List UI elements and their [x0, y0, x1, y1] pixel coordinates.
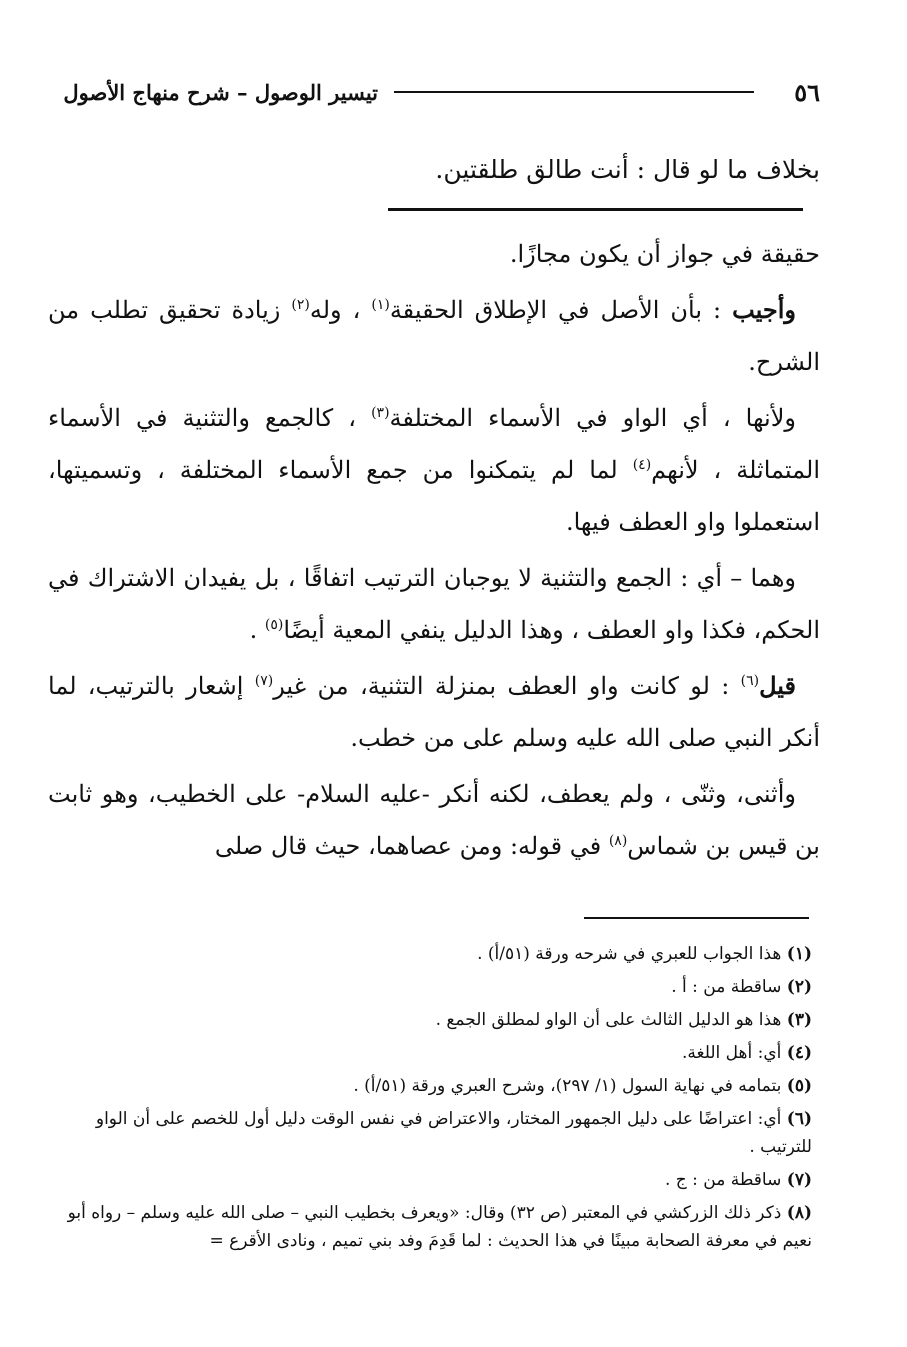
paragraph-text: إشعار بالترتيب، لما أنكر النبي صلى الله عليه وسلم على من خطب.	[48, 672, 820, 752]
footnote-text: بتمامه في نهاية السول (١/ ٢٩٧)، وشرح العبري ورقة (٥١/أ) .	[353, 1076, 782, 1096]
footnote-item	[40, 1039, 812, 1067]
footnote-text: هذا هو الدليل الثالث على أن الواو لمطلق الجمع .	[435, 1010, 782, 1030]
footnote-number: (٤)	[786, 1043, 812, 1063]
footnote-text: ساقطة من : ج .	[664, 1170, 782, 1190]
paragraph-lead: وأجيب	[732, 295, 796, 324]
footnote-text: ذكر ذلك الزركشي في المعتبر (ص ٣٢) وقال: «ويعرف بخطيب النبي – صلى الله عليه وسلم – رواه أبو نعيم في معرفة الصحابة مبينًا في هذا الحديث : لما قَدِمَ وفد بني تميم ، ونادى الأقرع =	[67, 1203, 812, 1251]
footnote-marker[interactable]: (٧)	[254, 673, 274, 689]
footnote-text: هذا الجواب للعبري في شرحه ورقة (٥١/أ) .	[477, 944, 782, 964]
footnote-item	[40, 940, 812, 968]
paragraph-4	[48, 552, 820, 656]
footnote-text: أي: أهل اللغة.	[681, 1043, 782, 1063]
paragraph-1	[48, 228, 820, 280]
footnote-marker[interactable]: (٣)	[371, 405, 390, 421]
footnote-number: (٥)	[786, 1076, 812, 1096]
page-header	[40, 72, 820, 112]
footnote-item	[40, 1072, 812, 1100]
paragraph-lead: قيل	[759, 671, 796, 700]
paragraph-text: لما لم يتمكنوا من جمع الأسماء المختلفة ، وتسميتها، استعملوا واو العطف فيها.	[48, 456, 820, 536]
footnote-text: أي: اعتراضًا على دليل الجمهور المختار، والاعتراض في نفس الوقت دليل أول للخصم على أن الواو للترتيب .	[95, 1109, 812, 1157]
paragraph-text: في قوله: ومن عصاهما، حيث قال صلى	[214, 832, 609, 860]
footnote-item	[40, 1199, 812, 1255]
paragraph-5	[48, 660, 820, 764]
paragraph-2	[48, 284, 820, 388]
paragraph-3	[48, 392, 820, 548]
header-rule	[394, 91, 754, 93]
paragraph-text: وهما – أي : الجمع والتثنية لا يوجبان الترتيب اتفاقًا ، بل يفيدان الاشتراك في الحكم، فكذا واو العطف ، وهذا الدليل ينفي المعية أيضًا	[48, 564, 820, 644]
footnote-marker[interactable]: (٨)	[608, 833, 628, 849]
paragraph-text: زيادة تحقيق تطلب من الشرح.	[48, 296, 820, 376]
footnote-item	[40, 1105, 812, 1161]
footnote-item	[40, 1006, 812, 1034]
paragraph-text: وأثنى، وثنّى ، ولم يعطف، لكنه أنكر -عليه السلام- على الخطيب، وهو ثابت بن قيس بن شماس	[48, 780, 820, 860]
paragraph-6	[48, 768, 820, 872]
paragraph-text: ، كالجمع والتثنية في الأسماء المتماثلة ، لأنهم	[48, 404, 820, 484]
footnote-number: (١)	[786, 944, 812, 964]
footnote-marker[interactable]: (٥)	[264, 617, 284, 633]
page-number: ٥٦	[794, 77, 820, 107]
footnote-marker[interactable]: (٢)	[291, 297, 310, 313]
footnote-separator-rule	[584, 917, 809, 919]
footnote-marker[interactable]: (١)	[371, 297, 390, 313]
footnote-number: (٣)	[786, 1010, 812, 1030]
footnote-item	[40, 1166, 812, 1194]
running-title: تيسير الوصول – شرح منهاج الأصول	[63, 79, 378, 105]
footnote-number: (٢)	[786, 977, 812, 997]
paragraph-text: : لو كانت واو العطف بمنزلة التثنية، من غير	[273, 672, 741, 700]
footnote-marker[interactable]: (٦)	[740, 673, 760, 689]
paragraph-text: ولأنها ، أي الواو في الأسماء المختلفة	[389, 404, 797, 432]
commentary-body	[48, 228, 820, 876]
footnote-number: (٨)	[786, 1203, 812, 1223]
matn-separator-rule	[388, 208, 803, 211]
paragraph-text: ، وله	[309, 296, 372, 324]
footnotes	[40, 940, 812, 1260]
matn-text: بخلاف ما لو قال : أنت طالق طلقتين.	[435, 155, 820, 184]
paragraph-text: .	[249, 616, 265, 644]
paragraph-text: حقيقة في جواز أن يكون مجازًا.	[509, 240, 820, 268]
footnote-number: (٦)	[786, 1109, 812, 1129]
footnote-item	[40, 973, 812, 1001]
footnote-number: (٧)	[786, 1170, 812, 1190]
footnote-text: ساقطة من : أ .	[671, 977, 782, 997]
paragraph-text: : بأن الأصل في الإطلاق الحقيقة	[389, 296, 733, 324]
footnote-marker[interactable]: (٤)	[632, 457, 652, 473]
